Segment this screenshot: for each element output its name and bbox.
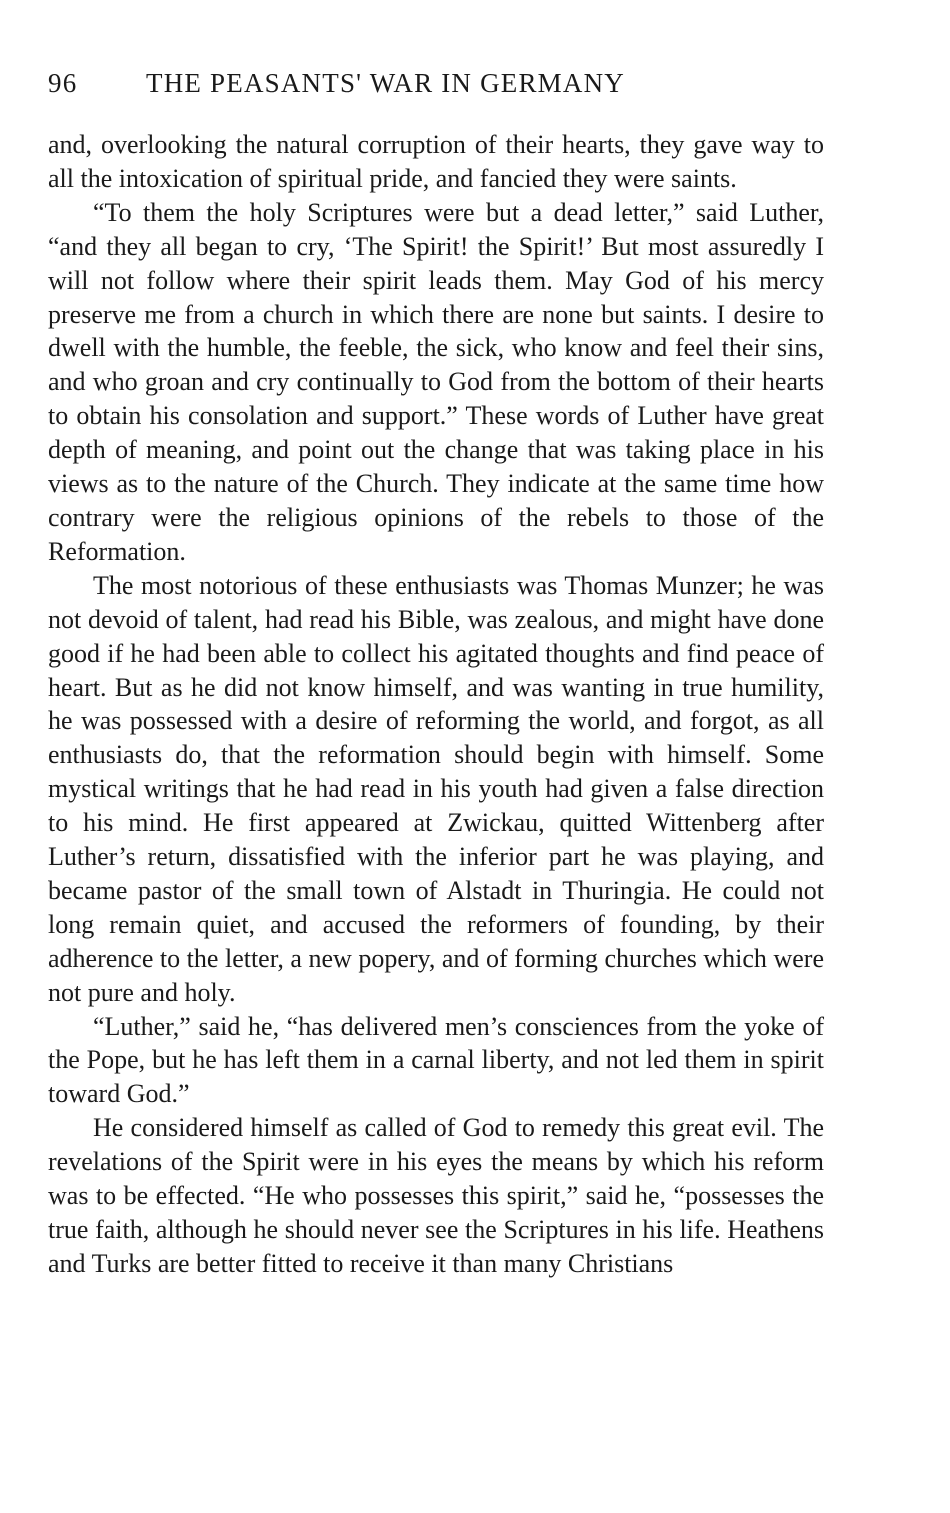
paragraph-thomas-munzer: The most notorious of these enthusiasts was Thomas Munzer; he was not devoid of talent, had read his Bible, was zealous, and might have done good if he had been able to collect his agitated thoughts and find peace of heart. But as he did not know himself, and was wanting in true humility, he was possessed with a desire of reforming the world, and forgot, as all enthusiasts do, that the reformation should begin with himself. Some mystical writings that he had read in his youth had given a false direction to his mind. He first appeared at Zwickau, quitted Wittenberg after Luther’s return, dissatisfied with the inferior part he was playing, and became pastor of the small town of Alstadt in Thuringia. He could not long remain quiet, and accused the reformers of founding, by their adherence to the letter, a new popery, and of forming churches which were not pure and holy. — [48, 570, 824, 1007]
book-page — [48, 64, 824, 1281]
paragraph-munzer-quote: “Luther,” said he, “has delivered men’s consciences from the yoke of the Pope, but he has left them in a carnal liberty, and not led them in spirit toward God.” — [48, 1011, 824, 1109]
paragraph-continued: and, overlooking the natural corruption of their hearts, they gave way to all the intoxication of spiritual pride, and fancied they were saints. — [48, 130, 824, 193]
running-title: THE PEASANTS' WAR IN GERMANY — [146, 68, 625, 98]
running-head — [48, 64, 824, 110]
body-text — [48, 128, 824, 1281]
paragraph-luther-quote: “To them the holy Scriptures were but a dead letter,” said Luther, “and they all began to cry, ‘The Spirit! the Spirit!’ But most assuredly I will not follow where their spirit leads them. May God of his mercy preserve me from a church in which there are none but saints. I desire to dwell with the humble, the feeble, the sick, who know and feel their sins, and who groan and cry continually to God from the bottom of their hearts to obtain his consolation and support.” These words of Luther have great depth of meaning, and point out the change that was taking place in his views as to the nature of the Church. They indicate at the same time how contrary were the religious opinions of the rebels to those of the Reformation. — [48, 197, 824, 566]
paragraph-revelations: He considered himself as called of God to remedy this great evil. The revelations of the Spirit were in his eyes the means by which his reform was to be effected. “He who possesses this spirit,” said he, “possesses the true faith, although he should never see the Scriptures in his life. Heathens and Turks are better fitted to receive it than many Christians — [48, 1113, 824, 1278]
page-number: 96 — [48, 68, 78, 98]
